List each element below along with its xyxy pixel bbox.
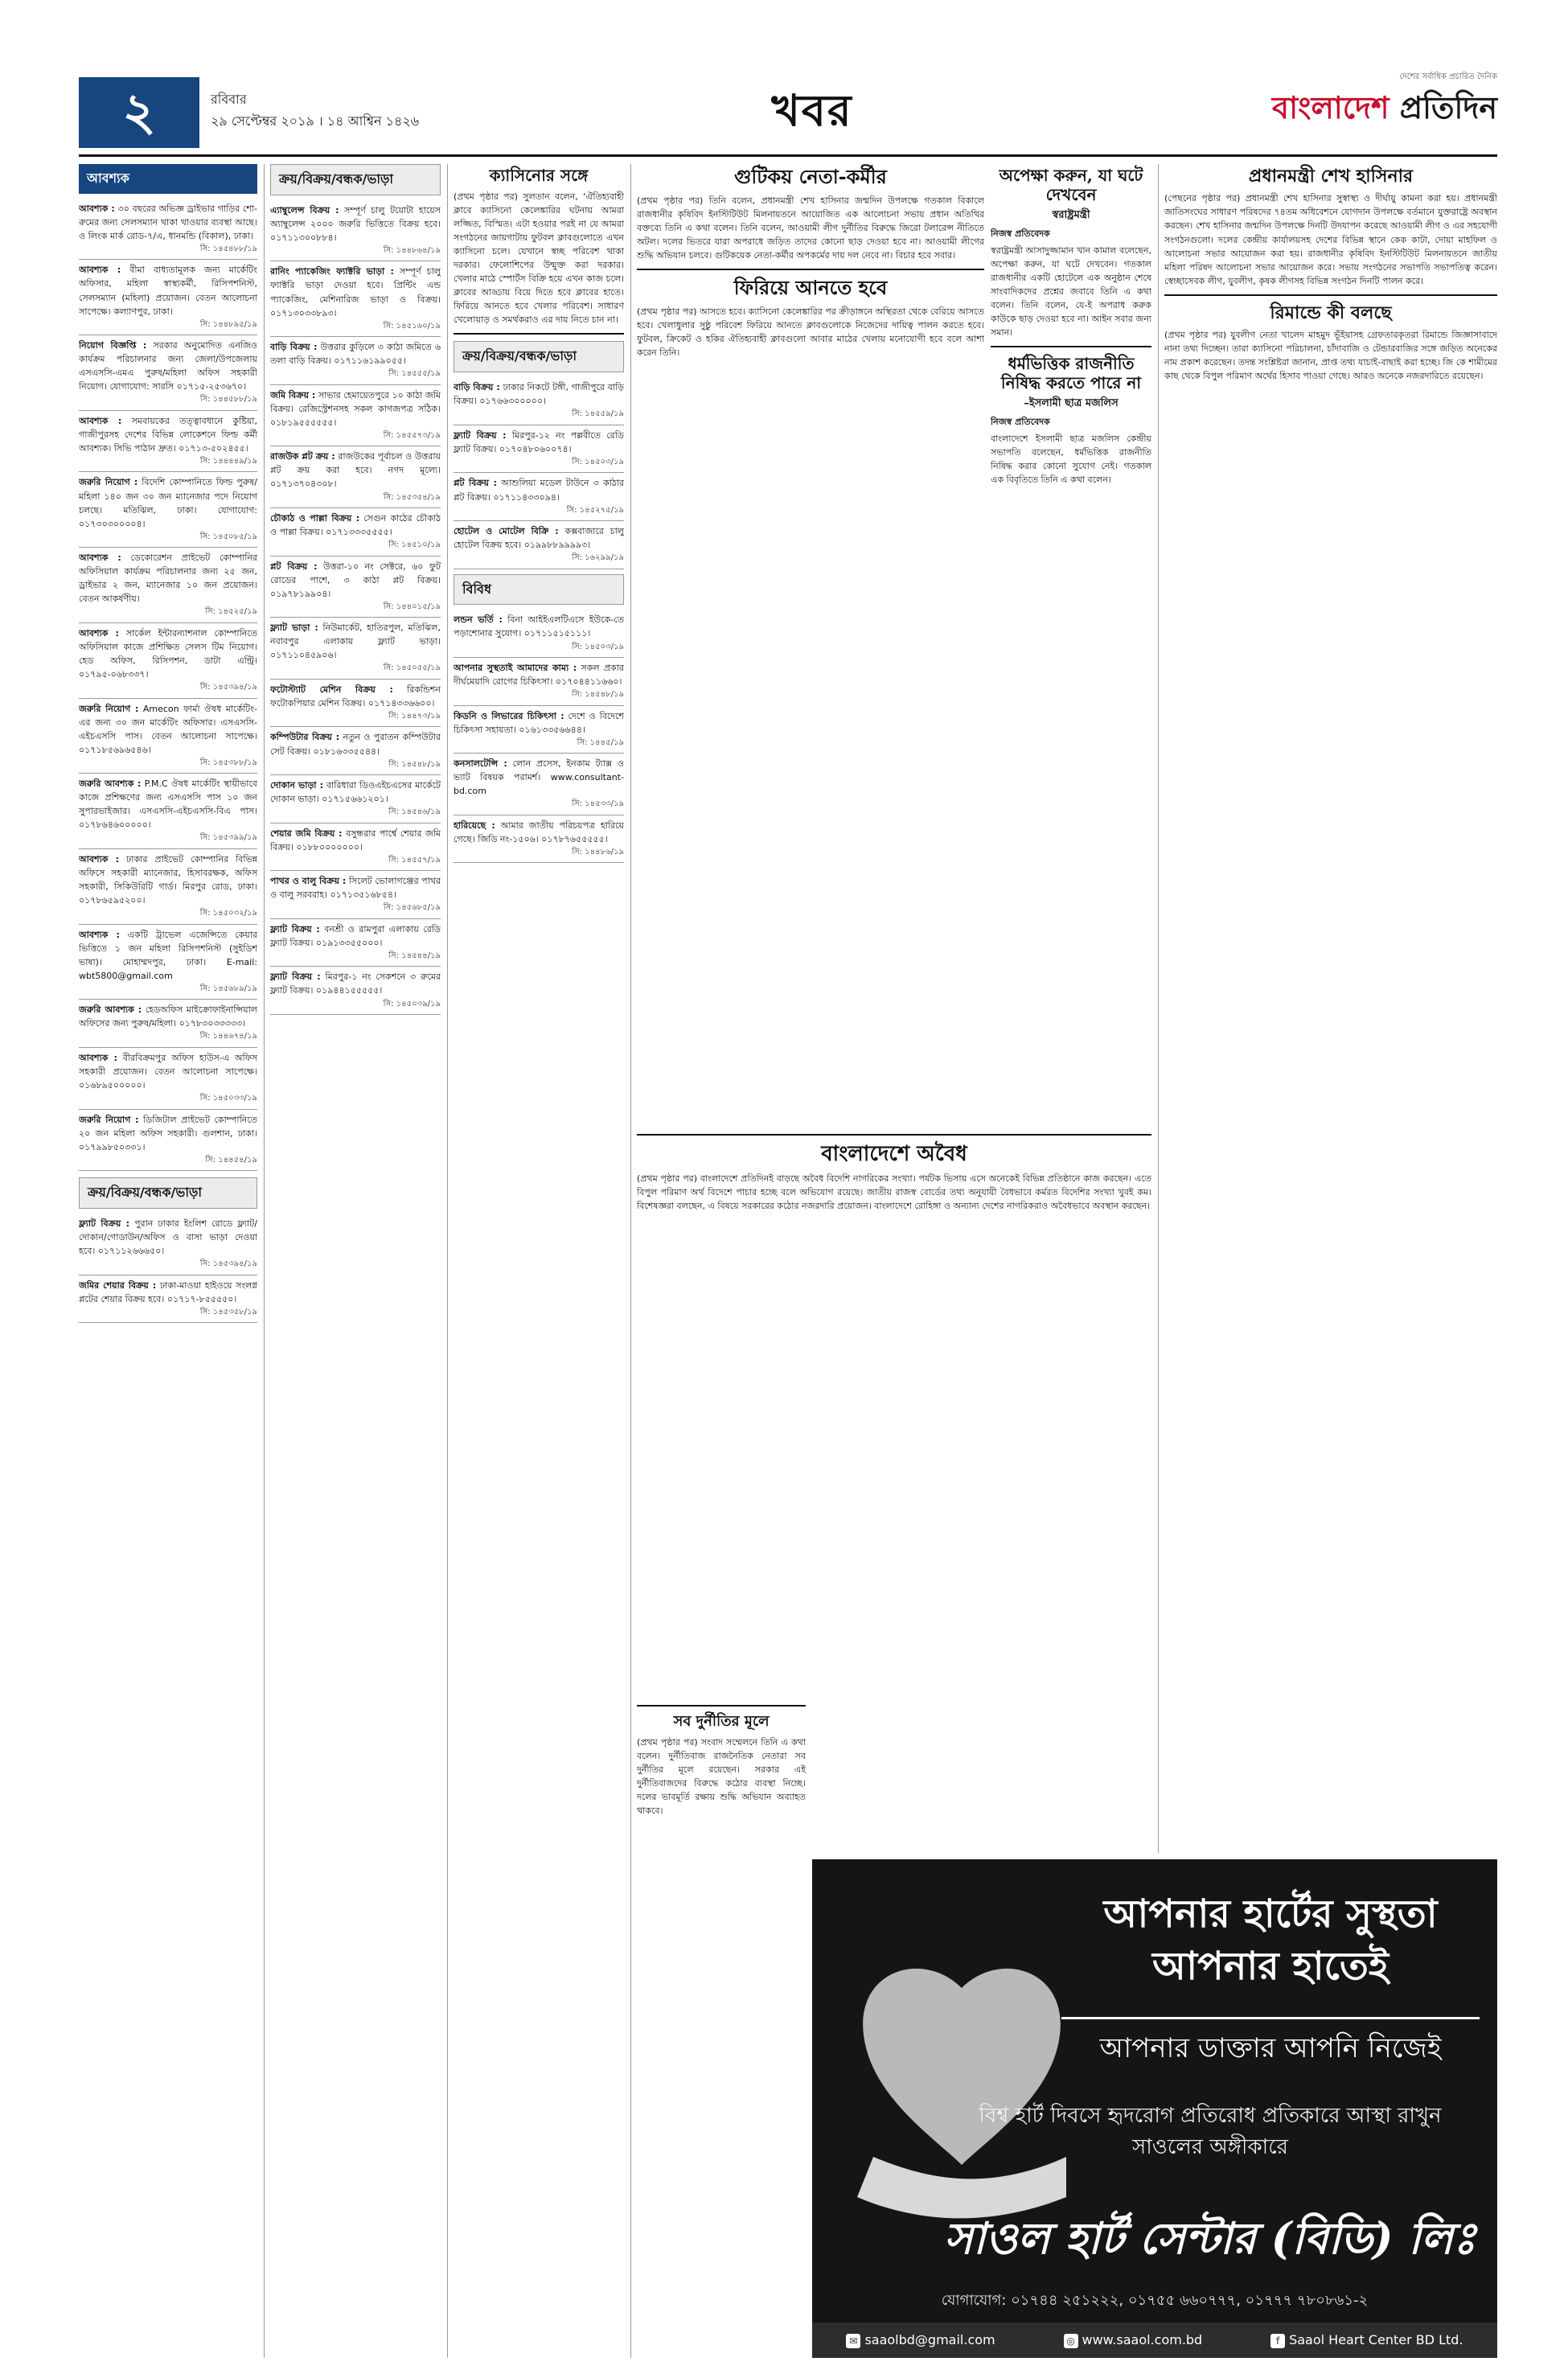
classified-ad	[270, 261, 441, 337]
classified-ad-text: নতুন ও পুরাতন কম্পিউটার সেট বিক্রয়। ০১৮১৬৩৩৫৫৪৪।	[270, 732, 441, 757]
classified-ad-text: ডেকোরেশন প্রাইভেট কোম্পানির অফিসিয়াল কার্যক্রম পরিচালনার জন্য ২৫ জন, ড্রাইভার ২ জন, ম্যানেজার ১০ জন প্রয়োজন। বেতন আকর্ষণীয়।	[79, 552, 257, 605]
classified-ad-ref: সি: ১৪৪৪৪৯/১৯	[199, 456, 257, 466]
story-gutikoy	[637, 164, 984, 1129]
classified-ad	[270, 337, 441, 385]
classified-ad-text: উত্তরা-১০ নং সেক্টরে, ৬০ ফুট রোডের পাশে, ৩ কাঠা প্লট বিক্রয়। ০১৯৭৮১৯৯০৪।	[270, 561, 441, 599]
column-divider	[1158, 164, 1159, 1853]
classified-ad	[79, 925, 257, 1000]
classified-ad-ref: সি: ১৪৫০৩৯/১৯	[383, 999, 441, 1008]
classified-ad	[270, 508, 441, 557]
classified-ad-title: আবশ্যক :	[79, 415, 122, 426]
classified-ad-title: রানিং প্যাকেজিং ফ্যাক্টরি ভাড়া :	[270, 266, 394, 277]
classified-ad-text: ঢাকার প্রাইভেট কোম্পানির বিভিন্ন অফিসে সহকারী ম্যানেজার, হিসাবরক্ষক, অফিস সহকারী, সিকিউরিটি গার্ড। মিরপুর রোড, ঢাকা। ০১৭৮৬৫৯৫২০০।	[79, 853, 257, 906]
classified-ad-ref: সি: ১৪৪৫/১৯	[577, 737, 624, 747]
classified-heading-trade: ক্রয়/বিক্রয়/বন্ধক/ভাড়া	[79, 1177, 257, 1209]
classified-ad	[270, 871, 441, 919]
classified-ad-title: ফ্ল্যাট বিক্রয় :	[79, 1218, 130, 1229]
classified-ad-text: রাজউকের পূর্বাচল ও উত্তরায় প্লট ক্রয় করা হবে। নগদ মূল্যে। ০১৭১৩৭০৪৩০৮।	[270, 451, 441, 490]
story-column-pm	[1164, 164, 1497, 1853]
classified-ad-ref: সি: ১৪৫০৮৫/১৯	[199, 532, 257, 541]
classified-ad	[454, 521, 624, 569]
classified-ad	[270, 775, 441, 824]
classified-ad-title: আবশ্যক :	[79, 1052, 117, 1063]
page-number: ২	[79, 77, 199, 148]
classified-list-misc	[454, 610, 624, 863]
classified-ad	[79, 1214, 257, 1275]
classified-ad-ref: সি: ১৪৫১০/১৯	[388, 540, 441, 550]
issue-day: রবিবার	[211, 92, 247, 107]
story-divider	[637, 1705, 806, 1707]
advert-subheadline: আপনার ডাক্তার আপনি নিজেই	[1061, 2017, 1480, 2073]
classified-ad-ref: সি: ১৪৪৬৭৪/১৯	[199, 1032, 257, 1041]
classified-ad-ref: সি: ১৪৫৩৯৯/১৯	[199, 833, 257, 843]
story-headline-rimand: রিমান্ডে কী বলছে	[1270, 302, 1392, 323]
story-subhead-dharmabhittik: –ইসলামী ছাত্র মজলিস	[1024, 396, 1119, 409]
classified-column-1	[79, 164, 257, 2358]
story-column-casino	[454, 164, 624, 2358]
classified-ad-ref: সি: ১৪৪৭৩/১৯	[388, 711, 441, 721]
story-headline-gutikoy: গুটিকয় নেতা-কর্মীর	[734, 165, 887, 188]
classified-ad-title: চৌকাঠ ও পাল্লা বিক্রয় :	[270, 513, 360, 524]
classified-ad	[79, 472, 257, 548]
story-body-rimand: (প্রথম পৃষ্ঠার পর) যুবলীগ নেতা খালেদ মাহমুদ ভূঁইয়াসহ গ্রেফতারকৃতরা রিমান্ডে জিজ্ঞাসাবাদে নানা তথ্য দিচ্ছেন। তারা ক্যাসিনো পরিচালনা, চাঁদাবাজি ও টেন্ডারবাজির সঙ্গে জড়িত অনেকের নাম প্রকাশ করেছেন। তদন্ত সংশ্লিষ্টরা জানান, প্রাপ্ত তথ্য যাচাই-বাছাই করা হচ্ছে। জি কে শামীমের কাছ থেকে বিপুল পরিমাণ অর্থের হিসাব পাওয়া গেছে। আরও অনেকে নজরদারিতে রয়েছেন।	[1164, 330, 1497, 382]
classified-ad-ref: সি: ১৪৫৪৮৮/১৯	[199, 244, 257, 253]
classified-ad	[454, 754, 624, 815]
classified-ad-title: কিডনি ও লিভারের চিকিৎসা :	[454, 710, 564, 721]
classified-ad-title: জরুরি নিয়োগ :	[79, 477, 138, 488]
classified-ad	[270, 557, 441, 618]
classified-ad	[79, 199, 257, 261]
advert-contact: যোগাযোগ: ০১৭৪৪ ২৫১২২২, ০১৭৫৫ ৬৬০৭৭৭, ০১৭৭৭ ৭৮০৮৬১-২	[941, 2292, 1369, 2309]
classified-ad	[454, 815, 624, 864]
classified-ad-text: ডিজিটাল প্রাইভেট কোম্পানিতে ২০ জন মহিলা অফিস সহকারী। গুলশান, ঢাকা। ০১৭৯৯৮৫০৩৩১।	[79, 1114, 257, 1152]
classified-ad-text: বনশ্রী ও রামপুরা এলাকায় রেডি ফ্ল্যাট বিক্রয়। ০১৯১৩৩৫৫০০০।	[270, 923, 441, 948]
classified-ad-title: বাড়ি বিক্রয় :	[454, 382, 500, 393]
classified-ad-text: সিলেট ভোলাগঞ্জের পাথর ও বালু সরবরাহ। ০১৭১৩৫১৬৮৫৪।	[270, 876, 441, 901]
column-divider	[447, 164, 448, 2358]
classified-heading-trade-2: ক্রয়/বিক্রয়/বন্ধক/ভাড়া	[270, 164, 441, 195]
story-divider	[991, 346, 1151, 347]
classified-ad-ref: সি: ১৪৫০৫৫/১৯	[383, 663, 441, 673]
advert-email-text: saaolbd@gmail.com	[864, 2332, 995, 2347]
classified-ad-ref: সি: ১৪৫০৩/১৯	[572, 457, 624, 466]
classified-ad-title: শেয়ার জমি বিক্রয় :	[270, 828, 343, 839]
classified-ad-text: বীরবিক্রমপুর অফিস হাউস-এ অফিস সহকারী প্রয়োজন। বেতন আলোচনা সাপেক্ষে। ০১৬৮৯৫০০০০০।	[79, 1052, 257, 1090]
classified-ad-text: আশুলিয়া মডেল টাউনে ৩ কাঠার প্লট বিক্রয়। ০১৭১১৪৩৩০৯৪।	[454, 478, 624, 503]
classified-ad	[270, 200, 441, 262]
story-body-casino: (প্রথম পৃষ্ঠার পর) সুলতান বলেন, ‘ঐতিহ্যবাহী ক্লাবে ক্যাসিনো কেলেঙ্কারির ঘটনায় আমরা লজ্জিত, বিস্মিত। এটা হওয়ার পরই না যে আমরা সংগঠনের জায়গাটায় ফুটবল ক্লাবগুলোতে এখন ক্যাসিনো চলে। যেখানে স্বচ্ছ পরিবেশ থাকা দরকার। ফেলোশিপের উন্মুক্ত করা দরকার। খেলার মাঠে স্পোর্টস বিক্রি হয়ে এখন কাজ চলে। ক্লাবের আড্ডায় বিয়ে দিতে হবে ক্লাবের হাতে। ফিরিয়ে আনতে হবে খেলার পরিবেশ। সাধারণ খেলোয়াড় ও সমর্থকরাও এর দায় নিতে চান না।	[454, 191, 624, 326]
classified-list-trade-2	[270, 200, 441, 1015]
classified-ad-text: বীমা বাধ্যতামূলক জন্য মার্কেটিং অফিসার, মহিলা স্বাস্থ্যকর্মী, রিসিপশনিস্ট, সেলসম্যান (মহিলা) প্রয়োজন। বেতন আলোচনা সাপেক্ষে। কল্যাণপুর, ঢাকা।	[79, 265, 257, 317]
classified-ad-text: বিদেশি কোম্পানিতে ফিল্ড পুরুষ/মহিলা ১৪০ জন ৩০ জন ম্যানেজার পদে নিয়োগ চলছে। মতিঝিল, ঢাকা। যোগাযোগ: ০১৭৩০৩০০০০৪।	[79, 477, 257, 529]
classified-ad	[270, 618, 441, 680]
classified-ad-title: প্লট বিক্রয় :	[270, 561, 318, 572]
classified-ad-text: আমার জাতীয় পরিচয়পত্র হারিয়ে গেছে। জিডি নং-১৫০৬। ০১৭৮৭৬৫৫৫৫৫।	[454, 819, 624, 844]
classified-ad-ref: সি: ১৪৫৬৮৯/১৯	[199, 984, 257, 993]
classified-ad-ref: সি: ১৪৫৩৫৮/১৯	[199, 1307, 257, 1316]
classified-ad-ref: সি: ১৪৫৩৫৪/১৯	[383, 492, 441, 502]
brand-logo	[1262, 71, 1497, 148]
classified-ad-text: P.M.C ঔষধ মার্কেটিং স্থায়ীভাবে কাজে প্রশিক্ষণের জন্য এসএসসি পাস ১০ জন সুপারভাইজার। এসএসসি-এইচএসসি-বিএ পাস। ০১৭৮৬৪৬০০০০০।	[79, 778, 257, 831]
column-divider	[264, 164, 265, 2358]
classified-ad-text: বিনা আইইএলটিএসে ইউকে-তে পড়াশোনার সুযোগ। ০১৭১১৫১৫১১১।	[454, 614, 624, 639]
classified-ad	[79, 774, 257, 849]
classified-ad-text: উত্তরার কুড়িলে ৩ কাঠা জমিতে ৬ তলা বাড়ি বিক্রয়। ০১৭১১৬১৯৯০৫৫।	[270, 342, 441, 367]
advert-website[interactable]	[1064, 2332, 1203, 2348]
section-title: খবর	[771, 84, 853, 136]
advert-email[interactable]	[846, 2332, 995, 2348]
brand-name	[1262, 84, 1497, 136]
story-headline-aboidh: বাংলাদেশে অবৈধ	[821, 1142, 967, 1166]
classified-list-wanted	[79, 199, 257, 1171]
classified-ad-title: বাড়ি বিক্রয় :	[270, 342, 318, 353]
advert-facebook-text: Saaol Heart Center BD Ltd.	[1289, 2332, 1463, 2347]
classified-ad-text: পুরান ঢাকার ইংলিশ রোডে ফ্ল্যাট/দোকান/গোডাউন/অফিস ও বাসা ভাড়া দেওয়া হবে। ০১৭১১২৬৬৬৫০।	[79, 1218, 257, 1257]
classified-ad	[270, 727, 441, 775]
classified-ad-ref: সি: ১৪৫০৩২/১৯	[199, 909, 257, 918]
classified-ad-title: ফ্ল্যাট ভাড়া :	[270, 622, 318, 634]
classified-ad	[454, 610, 624, 658]
classified-ad-text: মিরপুর-১ নং সেকশনে ৩ রুমের ফ্ল্যাট বিক্রয়। ০১৯৪৪১৫৫৫৫৫।	[270, 971, 441, 996]
classified-ad	[454, 658, 624, 706]
classified-ad-title: নিয়োগ বিজ্ঞপ্তি :	[79, 340, 147, 351]
classified-ad-ref: সি: ১৪৫৫৫/১৯	[388, 369, 441, 379]
issue-date: ২৯ সেপ্টেম্বর ২০১৯ । ১৪ আশ্বিন ১৪২৬	[211, 113, 420, 129]
story-body-pm: (পেছনের পৃষ্ঠার পর) প্রধানমন্ত্রী শেখ হাসিনার সুস্বাস্থ্য ও দীর্ঘায়ু কামনা করা হয়। প্রধানমন্ত্রী জাতিসংঘের সাধারণ পরিষদের ৭৪তম অধিবেশনে যোগদান উপলক্ষে বর্তমানে যুক্তরাষ্ট্রে অবস্থান করছেন। শেখ হাসিনার জন্মদিন উপলক্ষে দিনটি উদযাপন করেছে আওয়ামী লীগ ও এর সহযোগী সংগঠনগুলো। দলের কেন্দ্রীয় কার্যালয়সহ দেশের বিভিন্ন স্থানে কেক কাটা, দোয়া মাহফিল ও আলোচনা সভার আয়োজন করা হয়। রাজধানীর কৃষিবিদ ইনস্টিটিউট মিলনায়তনে জাতীয় মহিলা পরিষদ আলোচনা সভার আয়োজন করে। সভায় সংগঠনের সভাপতি সভাপতিত্ব করেন। স্বেচ্ছাসেবক লীগ, যুবলীগ, কৃষক লীগসহ বিভিন্ন সংগঠন দিনটি পালন করে।	[1164, 193, 1497, 286]
classified-ad-text: বসুন্ধরার পার্শ্বে শেয়ার জমি বিক্রয়। ০১৮৮০০০০০০০।	[270, 828, 441, 852]
classified-ad	[79, 548, 257, 623]
classified-ad-title: জরুরি আবশ্যক :	[79, 778, 142, 790]
story-divider	[1164, 294, 1497, 296]
story-divider	[637, 1134, 1151, 1136]
classified-ad-title: জরুরি নিয়োগ :	[79, 703, 139, 714]
classified-ad-text: সেগুন কাঠের চৌকাঠ ও পাল্লা বিক্রয়। ০১৭১৩৩৩৫৫৫৫।	[270, 513, 441, 538]
classified-ad	[454, 377, 624, 425]
advert-footer	[812, 2323, 1497, 2358]
classified-ad	[79, 411, 257, 473]
classified-ad-text: কক্সবাজারে চালু হোটেল বিক্রয় হবে। ০১৯৯৮৮৯৯৯৯৩।	[454, 526, 624, 551]
story-durnitir	[637, 1705, 806, 2348]
story-divider	[637, 269, 984, 270]
classified-ad-ref: সি: ১৪৫৫৭/১৯	[388, 855, 441, 865]
classified-ad-text: সমবায়কের তত্ত্বাবধানে কুষ্টিয়া, গাজীপুরসহ দেশের বিভিন্ন লোকেশনে ফিল্ড কর্মী আবশ্যক। সিভি পাঠান দ্রুত। ০১৭১৩-৫০২৪৫৫।	[79, 415, 257, 454]
advert-website-text: www.saaol.com.bd	[1082, 2332, 1203, 2347]
classified-ad-title: আবশ্যক :	[79, 929, 120, 940]
classified-ad-title: আবশ্যক :	[79, 853, 120, 865]
classified-ad-title: জমির শেয়ার বিক্রয় :	[79, 1279, 157, 1291]
classified-ad	[79, 1110, 257, 1172]
classified-ad-text: একটি ট্রাভেল এজেন্সিতে কেয়ার ভিত্তিতে ১ জন মহিলা রিসিপশনিস্ট (সুইডিশ ভাষা)। মোহাম্মদপুর, ঢাকা। E-mail: wbt5800@gmail.com	[79, 929, 257, 981]
classified-ad-ref: সি: ১৪৪০১৫/১৯	[383, 602, 441, 611]
story-body-gutikoy: (প্রথম পৃষ্ঠার পর) তিনি বলেন, প্রধানমন্ত্রী শেখ হাসিনার জন্মদিন উপলক্ষে গতকাল বিকালে রাজধানীর কৃষিবিদ ইনস্টিটিউট মিলনায়তনে আয়োজিত এক আলোচনা সভায় প্রধান অতিথির বক্তব্যে তিনি এ কথা বলেন। তিনি বলেন, আওয়ামী লীগ দুর্নীতির বিরুদ্ধে জিরো টলারেন্স নীতিতে অটল। দলের ভিতরে যারা অপরাধে জড়িত তাদের কোনো ছাড় দেওয়া হবে না। আওয়ামী লীগের শুদ্ধি অভিযান চলবে। গুটিকয়েক নেতা-কর্মীর অপকর্মের দায় দল নেবে না। বিচার হবে সবার।	[637, 195, 984, 261]
advert-facebook[interactable]	[1270, 2332, 1463, 2348]
classified-ad-ref: সি: ১৪৫৬৮৫/১৯	[383, 903, 441, 913]
classified-ad-text: মিরপুর-১২ নং পল্লবীতে রেডি ফ্ল্যাট বিক্রয়। ০১৭০৪৮০৬০০৭৪।	[454, 429, 624, 454]
classified-ad-text: দেশে ও বিদেশে চিকিৎসা সহায়তা। ০১৬১৩৩৫৬৬৪৪।	[454, 710, 624, 735]
classified-ad-ref: সি: ১৪৫৫৯/১৯	[572, 409, 624, 419]
classified-ad-ref: সি: ১৪৫৩৩/১৯	[572, 799, 624, 809]
classified-ad	[79, 1000, 257, 1048]
classified-ad-ref: সি: ১৪৪৮৬/১৯	[572, 847, 624, 856]
classified-ad-ref: সি: ১৪৫৪৪/১৯	[388, 951, 441, 960]
story-headline-dharmabhittik: ধর্মভিত্তিক রাজনীতি নিষিদ্ধ করতে পারে না	[1000, 353, 1142, 392]
story-byline-opekkha: নিজস্ব প্রতিবেদক	[991, 228, 1050, 239]
story-column-opekkha	[991, 164, 1151, 1129]
story-body-dharmabhittik: বাংলাদেশে ইসলামী ছাত্র মজলিস কেন্দ্রীয় সভাপতি বলেছেন, ধর্মভিত্তিক রাজনীতি নিষিদ্ধ করার কোনো সুযোগ নেই। গতকাল এক বিবৃতিতে তিনি এ কথা বলেন।	[991, 433, 1151, 485]
classified-ad-text: বারিধারা ডিওএইচএসের মার্কেটে দোকান ভাড়া। ০১৭১৫৬৬১২০১।	[270, 780, 441, 805]
classified-ad	[79, 335, 257, 411]
classified-ad-text: ঢাকা-মাওয়া হাইওয়ে সংলগ্ন প্লটের শেয়ার বিক্রয় হবে। ০১৭১৭-৮৫৫৫৫০।	[79, 1279, 257, 1304]
advert-headline: আপনার হার্টের সুস্থতা আপনার হাতেই	[1103, 1891, 1438, 1989]
brand-name-part2: প্রতিদিন	[1399, 89, 1497, 125]
classified-ad-text: নিউমার্কেট, হাতিরপুল, মতিঝিল, নবাবপুর এলাকায় ফ্ল্যাট ভাড়া। ০১৭১১০৪৫৯০৬।	[270, 622, 441, 661]
story-byline-dharmabhittik: নিজস্ব প্রতিবেদক	[991, 416, 1050, 427]
advert-message: বিশ্ব হার্ট দিবসে হৃদরোগ প্রতিরোধ প্রতিকারে আস্থা রাখুন সাওলের অঙ্গীকারে	[979, 2104, 1442, 2159]
classified-ad-text: রিকন্ডিশন ফটোকপিয়ার মেশিন বিক্রয়। ০১৭১৪৩৩৬৬০০।	[270, 684, 441, 709]
classified-heading-misc: বিবিধ	[454, 574, 624, 606]
classified-ad-title: কনসালটেন্সি :	[454, 758, 507, 770]
classified-ad-text: সরকার অনুমোদিত এনজিও কার্যক্রম পরিচালনার জন্য জেলা/উপজেলায় এসএসসি-এমএ পুরুষ/মহিলা অফিস সহকারী নিয়োগ। যোগাযোগ: সারসি ০১৭১৫-২৫৩৬৭০।	[79, 340, 257, 392]
classified-ad-ref: সি: ১৪৫০৩/১৯	[572, 642, 624, 651]
classified-ad	[270, 967, 441, 1015]
classified-ad-title: আবশ্যক :	[79, 265, 121, 276]
classified-ad	[454, 706, 624, 754]
classified-ad-ref: সি: ১৪৫২৭৫/১৯	[566, 505, 624, 515]
classified-ad	[270, 446, 441, 508]
classified-ad	[79, 1275, 257, 1324]
brand-tagline: দেশের সর্বাধিক প্রচারিত দৈনিক	[1399, 72, 1497, 81]
classified-ad-title: আবশ্যক :	[79, 627, 119, 639]
classified-ad-title: ফ্ল্যাট বিক্রয় :	[270, 971, 321, 983]
classified-ad-title: প্লট বিক্রয় :	[454, 478, 497, 489]
brand-name-part1: বাংলাদেশ	[1271, 89, 1389, 125]
classified-ad-text: ঢাকার নিকটে টঙ্গী, গাজীপুরে বাড়ি বিক্রয়। ০১৭৬৬৩০০০০০।	[454, 382, 624, 407]
classified-list-trade-3	[454, 377, 624, 569]
classified-ad-ref: সি: ১৪৫৫৭৩/১৯	[383, 430, 441, 440]
classified-ad-text: সম্পূর্ণ চালু টয়োটা হায়েস অ্যাম্বুলেন্স ২০০০ জরুরি ভিত্তিতে বিক্রয় হবে। ০১৭১১৩০০৮৮৪।	[270, 204, 441, 243]
classified-ad-ref: সি: ১৪৫৩৮৮/১৯	[199, 758, 257, 767]
classified-ad-ref: সি: ১৪৫২৫/১৯	[205, 607, 257, 617]
classified-column-2	[270, 164, 441, 2358]
masthead-rule	[79, 154, 1497, 157]
classified-ad-title: জরুরি নিয়োগ :	[79, 1114, 139, 1125]
classified-ad-text: লোন প্রসেস, ইনকাম ট্যাক্স ও ভ্যাট বিষয়ক পরামর্শ। www.consultant-bd.com	[454, 758, 624, 797]
classified-heading-trade-3: ক্রয়/বিক্রয়/বন্ধক/ভাড়া	[454, 341, 624, 372]
classified-ad-ref: সি: ১৪৫৪৮/১৯	[572, 690, 624, 700]
classified-ad-text: সার্কেল ইন্টারন্যাশনাল কোম্পানিতে অফিসিয়াল কাজে প্রশিক্ষিত সেলস টিম নিয়োগ। হেড অফিস, রিসিপশন, ডাটা এন্ট্রি। ০১৭৯৫-০৬৮৩৩৭।	[79, 627, 257, 680]
classified-ad-text: ৩০ বছরের অভিজ্ঞ ড্রাইভার গাড়ির শো-রুমের জন্য সেলসম্যান থাকা থাওয়ার ব্যবস্থা আছে। ও লিংক মার্ক রোড-৭/এ, ধানমন্ডি (বিকাল), ঢাকা।	[79, 203, 257, 241]
classified-ad-title: হারিয়েছে :	[454, 819, 495, 831]
classified-ad	[454, 473, 624, 521]
classified-ad-text: সম্পূর্ণ চালু ফ্যাক্টরি ভাড়া দেওয়া হবে। প্রিন্টিং এন্ড প্যাকেজিং, মেশিনারিজ ভাড়া ও বিক্রয়। ০১৭১৩০৩৩৮৯৩।	[270, 266, 441, 318]
story-headline-opekkha: অপেক্ষা করুন, যা ঘটে দেখবেন	[999, 166, 1143, 204]
classified-ad	[270, 919, 441, 967]
story-headline-casino: ক্যাসিনোর সঙ্গে	[489, 166, 589, 185]
globe-icon: ◎	[1064, 2334, 1078, 2348]
classified-ad	[79, 699, 257, 774]
classified-ad-title: ফ্ল্যাট বিক্রয় :	[270, 923, 320, 934]
advert-brand: সাওল হার্ট সেন্টার (বিডি) লিঃ	[944, 2212, 1476, 2264]
classified-ad-title: দোকান ভাড়া :	[270, 780, 324, 791]
classified-ad	[270, 824, 441, 872]
classified-ad-ref: সি: ১৪৫৪৬/১৯	[388, 807, 441, 817]
classified-ad-title: ফটোস্ট্যাট মেশিন বিক্রয় :	[270, 684, 393, 695]
classified-ad-text: সাভার হেমায়েতপুরে ১০ কাঠা জমি বিক্রয়। রেজিস্ট্রেশনসহ সকল কাগজপত্র সঠিক। ০১৮১৯৫৫৫৫৫৫।	[270, 389, 441, 428]
facebook-icon: f	[1270, 2334, 1285, 2348]
masthead	[0, 0, 1568, 164]
classified-ad-ref: সি: ১৪৪৫৪/১৯	[205, 1155, 257, 1164]
classified-ad-ref: সি: ১৪৫১৬০/১৯	[383, 321, 441, 331]
column-divider	[630, 164, 631, 2358]
classified-ad-ref: সি: ১৪৫৩৯৪/১৯	[199, 683, 257, 692]
classified-ad-ref: সি: ১৪৫৩৯৪/১৯	[199, 1259, 257, 1269]
classified-ad-title: কম্পিউটার বিক্রয় :	[270, 732, 340, 743]
classified-list-trade	[79, 1214, 257, 1323]
classified-ad-text: হেডঅফিস মাইক্রোফাইনান্সিয়াল অফিসের জন্য পুরুষ/মহিলা। ০১৭৮৩০৩৩৩৩৩।	[79, 1004, 257, 1029]
classified-ad	[79, 623, 257, 699]
classified-ad	[270, 680, 441, 728]
classified-ad-title: লন্ডন ভর্তি :	[454, 614, 503, 626]
classified-ad-title: এ্যাম্বুলেন্স বিক্রয় :	[270, 204, 339, 216]
classified-ad-text: Amecon ফার্মা ঔষধ মার্কেটিং-এর জন্য ৩০ জন মার্কেটিং অফিসার। এসএসসি-এইচএসসি পাস। বেতন আলোচনা সাপেক্ষে। ০১৭১৮৫৬৯৬৫৪৬।	[79, 703, 257, 755]
saaol-heart-advert[interactable]	[812, 1859, 1497, 2358]
classified-ad	[79, 1048, 257, 1110]
classified-ad-title: পাথর ও বালু বিক্রয় :	[270, 876, 347, 887]
classified-ad-title: জমি বিক্রয় :	[270, 389, 316, 400]
classified-ad-ref: সি: ১৪৪৫৮৮/১৯	[199, 395, 257, 405]
story-body-firiye: (প্রথম পৃষ্ঠার পর) আসতে হবে। ক্যাসিনো কেলেঙ্কারির পর ক্রীড়াঙ্গনে অস্থিরতা থেকে বেরিয়ে আসতে হবে। খেলাধুলার সুষ্ঠু পরিবেশ ফিরিয়ে আনতে ক্লাবগুলোকে নিজেদের দায়িত্ব পালন করতে হবে। ফুটবল, ক্রিকেট ও হকির ঐতিহ্যবাহী ক্লাবগুলো আবার মাঠের খেলায় মনোযোগী হবে বলে আশা করেন তিনি।	[637, 306, 984, 358]
classified-ad-title: ফ্ল্যাট বিক্রয় :	[454, 429, 507, 441]
classified-ad-title: হোটেল ও মোটেল বিক্রি :	[454, 526, 559, 537]
story-headline-durnitir: সব দুর্নীতির মূলে	[673, 1713, 770, 1730]
classified-ad	[79, 849, 257, 925]
classified-ad-text: সকল প্রকার দীর্ঘমেয়াদি রোগের চিকিৎসা। ০১৭০৪৪১১৬৬০।	[454, 663, 624, 688]
classified-ad-title: আপনার সুস্থতাই আমাদের কাম্য :	[454, 663, 577, 674]
story-divider	[454, 333, 624, 335]
story-subhead-opekkha: স্বরাষ্ট্রমন্ত্রী	[1052, 209, 1090, 221]
mail-icon: ✉	[846, 2334, 860, 2348]
classified-ad	[79, 260, 257, 335]
classified-ad-ref: সি: ১৪৪৮৬৪/১৯	[383, 245, 441, 255]
classified-ad-ref: সি: ১৪৫৪৮/১৯	[388, 759, 441, 769]
classified-ad-title: আবশ্যক :	[79, 552, 121, 564]
story-body-opekkha: স্বরাষ্ট্রমন্ত্রী আসাদুজ্জামান খান কামাল বলেছেন, অপেক্ষা করুন, যা ঘটে দেখবেন। গতকাল রাজধানীর একটি হোটেলে এক অনুষ্ঠান শেষে সাংবাদিকদের প্রশ্নের জবাবে তিনি এ কথা বলেন। তিনি বলেন, যে-ই অপরাধ করুক কাউকে ছাড় দেওয়া হবে না। আইন সবার জন্য সমান।	[991, 244, 1151, 338]
classified-heading-wanted: আবশ্যক	[79, 164, 257, 194]
classified-ad-ref: সি: ১৪৫০৩৩/১৯	[199, 1094, 257, 1103]
classified-ad-ref: সি: ১৪৪৮৯৫/১৯	[199, 319, 257, 329]
story-body-durnitir: (প্রথম পৃষ্ঠার পর) সংবাদ সম্মেলনে তিনি এ কথা বলেন। দুর্নীতিবাজ রাজনৈতিক নেতারা সব দুর্নীতির মূলে রয়েছেন। সরকার এই দুর্নীতিবাজদের বিরুদ্ধে কঠোর ব্যবস্থা নিচ্ছে। দলের ভাবমূর্তি রক্ষায় শুদ্ধি অভিযান অব্যাহত থাকবে।	[637, 1736, 806, 1816]
classified-ad-ref: সি: ১৬২৯৯/১৯	[572, 553, 624, 563]
story-headline-firiye: ফিরিয়ে আনতে হবে	[733, 276, 888, 300]
story-headline-pm: প্রধানমন্ত্রী শেখ হাসিনার	[1248, 166, 1414, 187]
classified-ad	[270, 385, 441, 447]
classified-ad	[454, 425, 624, 474]
classified-ad-title: জরুরি আবশ্যক :	[79, 1004, 142, 1016]
heart-hand-icon	[841, 1956, 1082, 2229]
classified-ad-title: রাজউক প্লট ক্রয় :	[270, 451, 335, 462]
story-body-aboidh: (প্রথম পৃষ্ঠার পর) বাংলাদেশে প্রতিদিনই বাড়ছে অবৈধ বিদেশি নাগরিকের সংখ্যা। পর্যটক ভিসায় এসে অনেকেই বিভিন্ন প্রতিষ্ঠানে কাজ করছেন। এতে বিপুল পরিমাণ অর্থ বিদেশে পাচার হচ্ছে বলে অভিযোগ রয়েছে। জাতীয় রাজস্ব বোর্ডের তথ্য অনুযায়ী বৈধভাবে কর্মরত বিদেশির সংখ্যা খুবই কম। বিশেষজ্ঞরা বলছেন, এ বিষয়ে সরকারের কঠোর নজরদারি প্রয়োজন। বাংলাদেশে রোহিঙ্গা ও অন্যান্য দেশের নাগরিকরাও অবৈধভাবে অবস্থান করছেন।	[637, 1173, 1151, 1212]
classified-ad-title: আবশ্যক :	[79, 203, 115, 214]
